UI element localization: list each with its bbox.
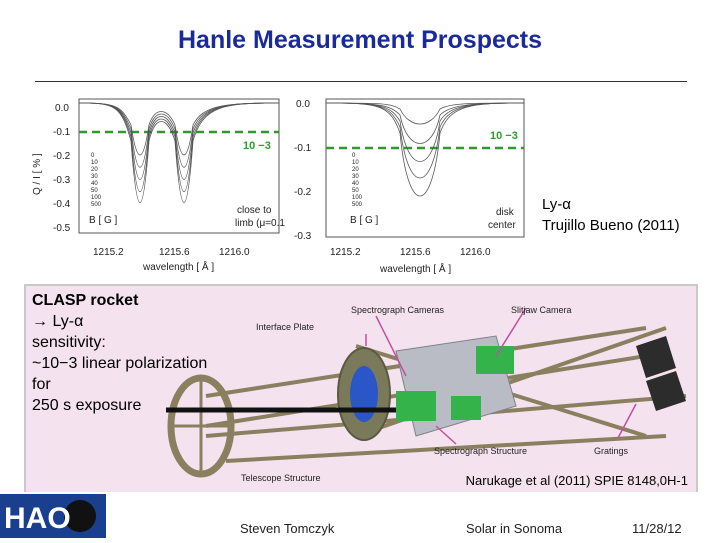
x-tick: 1216.0 [460, 247, 491, 258]
hao-logo [0, 494, 106, 538]
legend-entry: 10 [352, 160, 359, 166]
spectrograph-camera [396, 391, 436, 421]
legend-title: B [ G ] [350, 215, 379, 226]
x-tick: 1215.2 [93, 247, 124, 258]
y-tick: -0.1 [53, 127, 71, 138]
y-tick: -0.3 [53, 175, 71, 186]
legend-entry: 500 [91, 202, 102, 208]
slide-title: Hanle Measurement Prospects [177, 26, 543, 54]
slitjaw-camera [451, 396, 481, 420]
legend-entry: 20 [352, 167, 359, 173]
annotation: disk [496, 207, 514, 218]
label-spectrograph-cameras: Spectrograph Cameras [351, 305, 445, 315]
clasp-heading: CLASP rocket [32, 292, 139, 309]
clasp-line: → Ly-α [32, 313, 84, 330]
label-spectrograph-structure: Spectrograph Structure [434, 446, 528, 456]
grating [646, 371, 686, 411]
annotation: close to [237, 205, 272, 216]
clasp-line: ~10−3 linear polarization [32, 355, 208, 372]
annotation: center [488, 220, 516, 231]
x-tick: 1216.0 [219, 247, 250, 258]
legend-entry: 20 [91, 167, 98, 173]
x-tick: 1215.2 [330, 247, 361, 258]
legend-entry: 0 [91, 153, 95, 159]
label-gratings: Gratings [594, 446, 629, 456]
label-slitjaw-camera: Slitjaw Camera [511, 305, 572, 315]
y-tick: 0.0 [55, 103, 69, 114]
legend-entry: 0 [352, 153, 356, 159]
legend-entry: 50 [91, 188, 98, 194]
legend-entry: 30 [91, 174, 98, 180]
footer-date: 11/28/12 [632, 521, 682, 536]
y-tick: -0.1 [294, 143, 312, 154]
clasp-panel [24, 284, 698, 495]
plot-disk-center-svg [290, 95, 530, 280]
reference-text [542, 194, 680, 236]
clasp-citation: Narukage et al (2011) SPIE 8148,0H-1 [465, 473, 688, 488]
legend-entry: 100 [352, 195, 363, 201]
plot-limb [25, 95, 285, 275]
x-tick: 1215.6 [400, 247, 431, 258]
spectrograph-camera [476, 346, 514, 374]
plot-limb-svg [25, 95, 285, 275]
legend-entry: 100 [91, 195, 102, 201]
label-interface-plate: Interface Plate [256, 322, 315, 332]
hao-logo-svg [0, 494, 106, 538]
clasp-text [32, 290, 207, 416]
x-axis-label: wavelength [ Å ] [380, 264, 452, 275]
threshold-label: 10 −3 [490, 130, 518, 142]
y-axis-label: Q / I [ % ] [32, 153, 43, 195]
profile-curves [79, 103, 279, 203]
grating [636, 336, 676, 378]
reference-line: Ly-α [542, 196, 571, 213]
y-tick: -0.2 [294, 187, 312, 198]
legend-entry: 50 [352, 188, 359, 194]
y-tick: -0.2 [53, 151, 71, 162]
label-telescope-structure: Telescope Structure [241, 473, 321, 483]
legend-entry: 500 [352, 202, 363, 208]
legend [352, 153, 363, 208]
x-tick: 1215.6 [159, 247, 190, 258]
y-tick: 0.0 [296, 99, 310, 110]
y-tick: -0.4 [53, 199, 71, 210]
legend [91, 153, 102, 208]
clasp-line: for [32, 376, 51, 393]
legend-entry: 40 [91, 181, 98, 187]
spectrograph-optic [350, 366, 378, 422]
legend-title: B [ G ] [89, 215, 118, 226]
y-tick: -0.5 [53, 223, 71, 234]
clasp-line: 250 s exposure [32, 397, 142, 414]
clasp-line: sensitivity: [32, 334, 106, 351]
y-tick: -0.3 [294, 231, 312, 242]
plot-disk-center [290, 95, 530, 280]
title-divider [35, 81, 687, 82]
threshold-label: 10 −3 [243, 140, 271, 152]
legend-entry: 40 [352, 181, 359, 187]
x-axis-label: wavelength [ Å ] [143, 262, 215, 273]
reference-line: Trujillo Bueno (2011) [542, 217, 680, 234]
footer [0, 492, 720, 540]
legend-entry: 30 [352, 174, 359, 180]
footer-event: Solar in Sonoma [466, 521, 563, 536]
logo-text: HAO [4, 502, 71, 535]
footer-author: Steven Tomczyk [240, 521, 335, 536]
annotation: limb (μ=0.1) [235, 218, 285, 229]
legend-entry: 10 [91, 160, 98, 166]
